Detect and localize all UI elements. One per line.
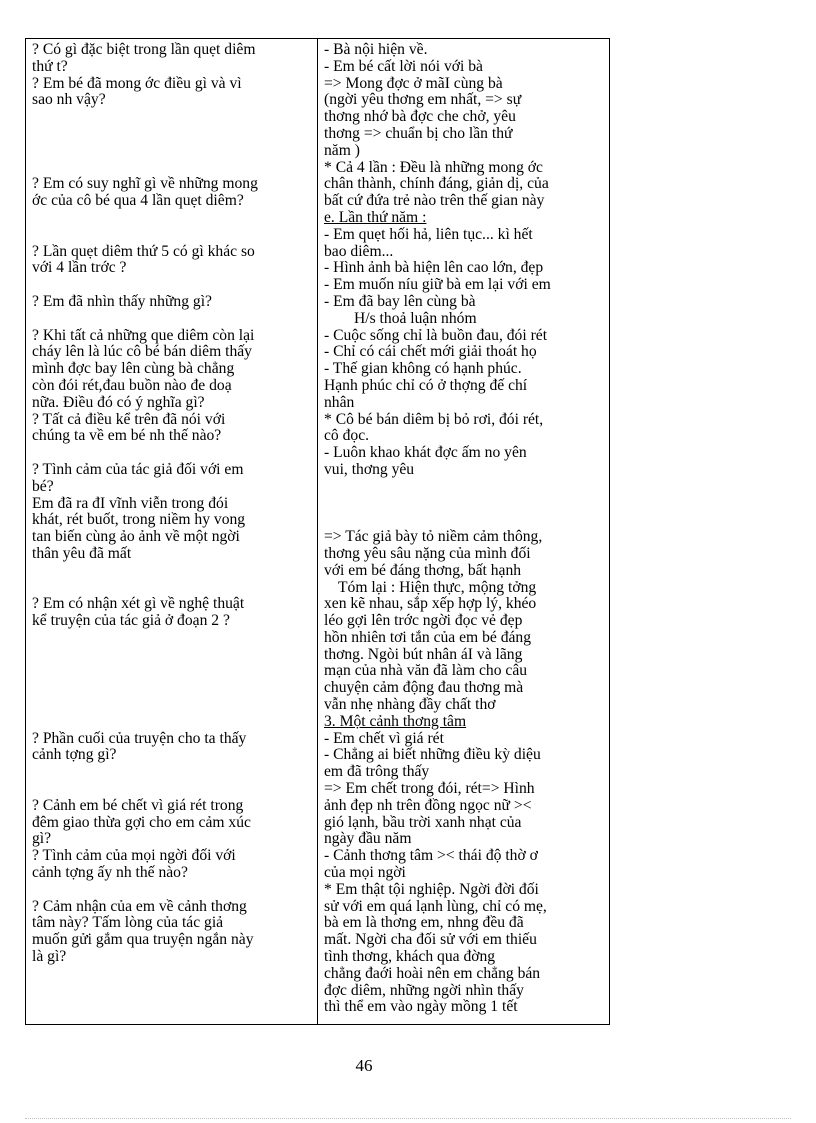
blank-line [32, 277, 312, 294]
text-line: - Thế gian không có hạnh phúc. [324, 360, 522, 378]
text-line: thơng => chuẩn bị cho lần thứ [324, 124, 513, 142]
blank-line [32, 563, 312, 580]
text-line: * Cô bé bán diêm bị bỏ rơi, đói rét, [324, 410, 544, 428]
text-line: 3. Một cảnh thơng tâm [324, 712, 467, 730]
questions-column [32, 42, 312, 966]
text-line: ngày đầu năm [324, 830, 412, 848]
text-line: (ngời yêu thơng em nhất, => sự [324, 91, 522, 109]
text-line: gì? [32, 830, 52, 848]
text-line: khát, rét buốt, trong niềm hy vong [32, 511, 246, 529]
text-line: vui, thơng yêu [324, 460, 415, 478]
blank-line [32, 227, 312, 244]
blank-line [32, 781, 312, 798]
text-line: H/s thoả luận nhóm [354, 309, 477, 327]
text-line: cô đọc. [324, 427, 370, 445]
text-line: xen kẽ nhau, sắp xếp hợp lý, khéo [324, 595, 537, 613]
text-line: - Chẳng ai biết những điều kỳ diệu [324, 746, 541, 764]
footer-rule [25, 1118, 791, 1119]
text-line: bất cứ đứa trẻ nào trên thế gian này [324, 192, 545, 210]
blank-line [32, 697, 312, 714]
text-line: - Cảnh thơng tâm >< thái độ thờ ơ [324, 847, 538, 865]
text-line: gió lạnh, bầu trời xanh nhạt của [324, 813, 522, 831]
blank-line [32, 311, 312, 328]
text-line: năm ) [324, 141, 360, 159]
text-line: - Bà nội hiện về. [324, 42, 428, 58]
text-line: nhân [324, 393, 355, 411]
text-line: ? Em đã nhìn thấy những gì? [32, 292, 212, 310]
text-line: - Em muốn níu giữ bà em lại với em [324, 276, 551, 294]
text-line: ? Em có suy nghĩ gì về những mong [32, 175, 258, 193]
answers-column [324, 42, 607, 1016]
text-line: ? Tình cảm của mọi ngời đối với [32, 847, 236, 865]
text-line: em đã trông thấy [324, 763, 430, 781]
text-line: thứ t? [32, 57, 68, 75]
text-line: thơng. Ngòi bút nhân áI và lãng [324, 645, 523, 663]
text-line: ớc của cô bé qua 4 lần quẹt diêm? [32, 192, 244, 210]
blank-line [32, 126, 312, 143]
text-line: muốn gửi gắm qua truyện ngắn này [32, 931, 254, 949]
blank-line [32, 580, 312, 597]
text-line: hồn nhiên tơi tắn của em bé đáng [324, 628, 532, 646]
text-line: sao nh vậy? [32, 91, 106, 109]
text-line: mạn của nhà văn đã làm cho câu [324, 662, 528, 680]
text-line: bao diêm... [324, 242, 394, 260]
text-line: còn đói rét,đau buồn nào đe doạ [32, 376, 232, 394]
text-line: chẳng đaới hoài nên em chẳng bán [324, 964, 541, 982]
text-line: Em đã ra đI vĩnh viễn trong đói [32, 494, 229, 512]
blank-line [32, 764, 312, 781]
column-divider [317, 39, 318, 1024]
text-line: - Hình ảnh bà hiện lên cao lớn, đẹp [324, 259, 544, 277]
text-line: cảnh tợng gì? [32, 746, 117, 764]
text-line: thơng yêu sâu nặng của mình đối [324, 544, 531, 562]
blank-line [324, 479, 607, 496]
text-line: chuyện cảm động đau thơng mà [324, 679, 524, 697]
blank-line [32, 630, 312, 647]
text-line: Tóm lại : Hiện thực, mộng tởng [338, 578, 537, 596]
text-line: cảnh tợng ấy nh thế nào? [32, 864, 188, 882]
text-line: - Em quẹt hối hả, liên tục... kì hết [324, 225, 533, 243]
text-line: léo gợi lên trớc ngời đọc vẻ đẹp [324, 612, 523, 630]
text-line: nữa. Điều đó có ý nghĩa gì? [32, 393, 205, 411]
text-line: e. Lần thứ năm : [324, 208, 427, 226]
text-line: - Cuộc sống chỉ là buồn đau, đói rét [324, 326, 548, 344]
text-line: bé? [32, 477, 54, 495]
text-line: ? Tất cả điều kể trên đã nói với [32, 410, 226, 428]
blank-line [32, 210, 312, 227]
text-line: vẫn nhẹ nhàng đầy chất thơ [324, 696, 496, 714]
content-table [25, 38, 610, 1025]
text-line: ? Khi tất cả những que diêm còn lại [32, 326, 255, 344]
text-line: - Em đã bay lên cùng bà [324, 292, 476, 310]
text-line: cháy lên là lúc cô bé bán diêm thấy [32, 343, 252, 361]
text-line: kể truyện của tác giả ở đoạn 2 ? [32, 612, 230, 630]
text-line: ? Cảnh em bé chết vì giá rét trong [32, 796, 244, 814]
blank-line [324, 512, 607, 529]
text-line: ? Tình cảm của tác giả đối với em [32, 460, 244, 478]
blank-line [324, 496, 607, 513]
text-line: ? Em bé đã mong ớc điều gì và vì [32, 74, 242, 92]
text-line: thân yêu đã mất [32, 544, 132, 562]
blank-line [32, 445, 312, 462]
text-line: ảnh đẹp nh trên đồng ngọc nữ >< [324, 796, 532, 814]
text-line: ? Phần cuối của truyện cho ta thấy [32, 729, 247, 747]
blank-line [32, 160, 312, 177]
blank-line [32, 143, 312, 160]
text-line: tình thơng, khách qua đờng [324, 948, 496, 966]
blank-line [32, 714, 312, 731]
text-line: ? Lần quẹt diêm thứ 5 có gì khác so [32, 242, 255, 260]
text-line: của mọi ngời [324, 864, 406, 882]
blank-line [32, 663, 312, 680]
text-line: đợc diêm, những ngời nhìn thấy [324, 981, 524, 999]
text-line: chúng ta về em bé nh thế nào? [32, 427, 222, 445]
blank-line [32, 647, 312, 664]
text-line: tan biến cùng ảo ảnh về một ngời [32, 528, 240, 546]
text-line: mình đợc bay lên cùng bà chẳng [32, 360, 235, 378]
text-line: với 4 lần trớc ? [32, 259, 127, 277]
page-number: 46 [355, 1056, 373, 1075]
text-line: tâm này? Tấm lòng của tác giả [32, 914, 224, 932]
text-line: - Em chết vì giá rét [324, 729, 444, 747]
text-line: sử với em quá lạnh lùng, chỉ có mẹ, [324, 897, 547, 915]
blank-line [32, 882, 312, 899]
text-line: bà em là thơng em, nhng đều đã [324, 914, 524, 932]
text-line: thì thể em vào ngày mồng 1 tết [324, 998, 518, 1016]
text-line: - Luôn khao khát đợc ấm no yên [324, 444, 527, 462]
text-line: mất. Ngời cha đối sử với em thiếu [324, 931, 537, 949]
text-line: => Mong đợc ở mãI cùng bà [324, 74, 503, 92]
text-line: ? Em có nhận xét gì về nghệ thuật [32, 595, 245, 613]
text-line: - Chỉ có cái chết mới giải thoát họ [324, 343, 537, 361]
text-line: => Em chết trong đói, rét=> Hình [324, 780, 535, 798]
text-line: thơng nhớ bà đợc che chở, yêu [324, 108, 516, 126]
text-line: chân thành, chính đáng, giản dị, của [324, 175, 549, 193]
text-line: * Em thật tội nghiệp. Ngời đời đối [324, 880, 539, 898]
text-line: - Em bé cất lời nói với bà [324, 57, 483, 75]
blank-line [32, 680, 312, 697]
text-line: ? Cảm nhận của em về cảnh thơng [32, 897, 247, 915]
text-line: với em bé đáng thơng, bất hạnh [324, 561, 522, 579]
blank-line [32, 109, 312, 126]
text-line: => Tác giả bày tỏ niềm cảm thông, [324, 528, 543, 546]
text-line: * Cả 4 lần : Đều là những mong ớc [324, 158, 543, 176]
text-line: Hạnh phúc chỉ có ở thợng đế chí [324, 376, 528, 394]
text-line: đêm giao thừa gợi cho em cảm xúc [32, 813, 251, 831]
text-line: ? Có gì đặc biệt trong lần quẹt diêm [32, 42, 256, 58]
text-line: là gì? [32, 948, 67, 966]
